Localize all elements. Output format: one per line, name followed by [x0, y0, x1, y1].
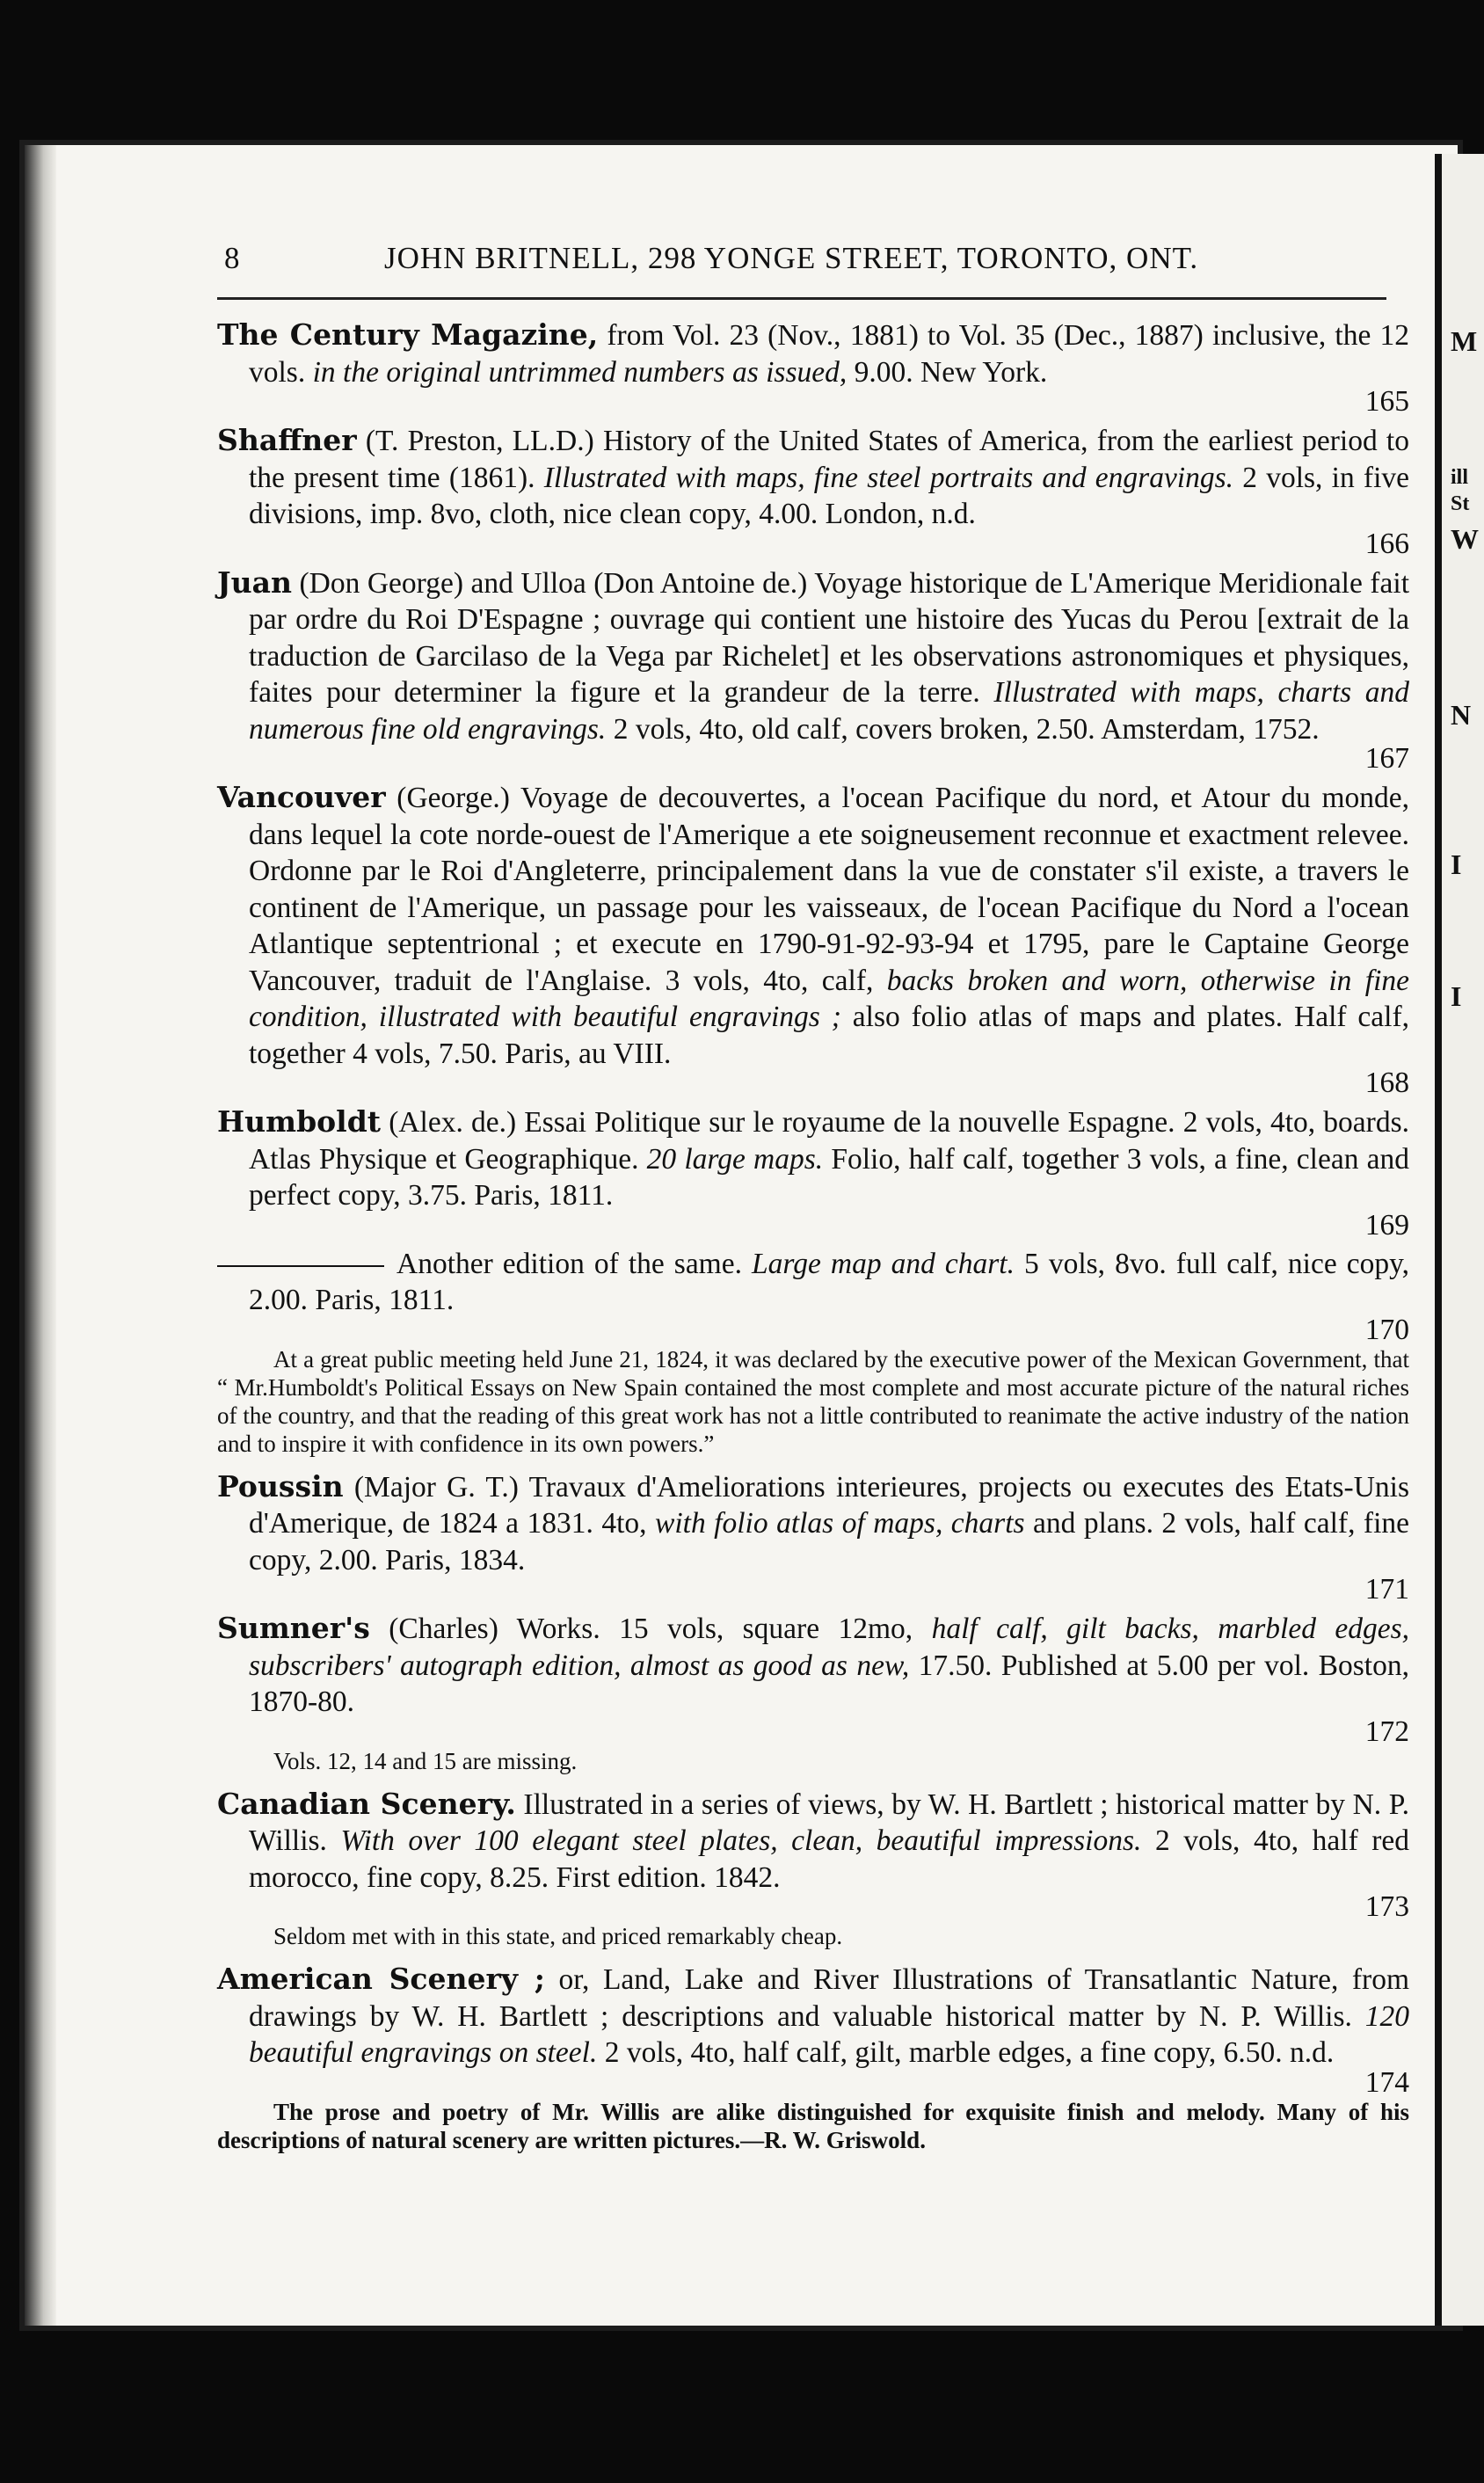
entry-price-imprint: 5 vols, 8vo. full calf, nice copy, 2.00. Paris, 1811. — [249, 1247, 1410, 1316]
entry-description: or, Land, Lake and River Illustrations of Transatlantic Nature, from drawings by W. H. Bartlett ; descriptions and valuable historical matter by N. P. Willis. — [249, 1963, 1410, 2033]
catalogue-entry — [217, 1961, 1409, 2154]
entry-price-imprint: 2 vols, in five divisions, imp. 8vo, cloth, nice clean copy, 4.00. London, n.d. — [249, 461, 1409, 530]
page-number: 8 — [224, 241, 241, 275]
entry-author: Vancouver — [217, 780, 386, 814]
entry-price-imprint: 17.50. Published at 5.00 per vol. Boston, 1870-80. — [249, 1649, 1409, 1718]
entry-text — [217, 1961, 1409, 2072]
entry-price-imprint: 2 vols, 4to, half red morocco, fine copy, 8.25. First edition. 1842. — [249, 1824, 1410, 1894]
entry-author: Sumner's — [217, 1611, 370, 1645]
facing-page-letter: I — [1451, 980, 1462, 1012]
entry-number: 166 — [1364, 527, 1409, 560]
entry-italic-note: 120 beautiful engravings on steel. — [249, 1999, 1410, 2069]
entry-italic-note: Illustrated with maps, charts and numerous fine old engravings. — [249, 676, 1410, 746]
entry-number: 174 — [1364, 2065, 1409, 2099]
entry-text — [217, 564, 1409, 748]
running-title: JOHN BRITNELL, 298 YONGE STREET, TORONTO, ONT. — [384, 241, 1199, 275]
entry-italic-note: backs broken and worn, otherwise in fine condition, illustrated with beautiful engravings ; — [249, 964, 1410, 1033]
page-binding-edge — [25, 145, 56, 2326]
entry-description: (Charles) Works. 15 vols, square 12mo, — [389, 1613, 913, 1645]
entry-italic-note: 20 large maps. — [646, 1142, 824, 1176]
entry-description: (T. Preston, LL.D.) History of the United States of America, from the earliest period to the present time (1861). — [249, 425, 1409, 494]
entry-number: 167 — [1364, 742, 1409, 775]
entry-text — [217, 1246, 1409, 1319]
entry-number: 173 — [1364, 1890, 1409, 1923]
entry-price-imprint: and plans. 2 vols, half calf, fine copy, 2.00. Paris, 1834. — [249, 1507, 1410, 1576]
entry-number: 168 — [1364, 1067, 1409, 1099]
entry-italic-note: With over 100 elegant steel plates, clean, beautiful impressions. — [340, 1824, 1142, 1857]
entry-description: (Don George) and Ulloa (Don Antoine de.) Voyage historique de L'Amerique Meridionale fait par ordre du Roi D'Espagne ; ouvrage qui contient une histoire des Yucas du Perou [extrait de la traduction de Garcilaso de la Vega par Richelet] et les observations astronomiques et physiques, faites pour determiner la figure et la grandeur de la terre. — [249, 566, 1409, 709]
entry-author: The Century Magazine, — [217, 317, 599, 352]
catalogue-entry — [217, 1103, 1409, 1241]
entry-text — [217, 1786, 1409, 1897]
entry-number: 169 — [1364, 1208, 1409, 1242]
catalogue-entry — [217, 422, 1409, 559]
entry-italic-note: Illustrated with maps, fine steel portraits and engravings. — [543, 461, 1234, 494]
entry-text — [217, 1468, 1409, 1579]
ditto-dash — [217, 1265, 384, 1267]
entry-text — [217, 317, 1409, 390]
entry-price-imprint: 2 vols, 4to, half calf, gilt, marble edges, a fine copy, 6.50. n.d. — [604, 2036, 1335, 2069]
entry-description: Illustrated in a series of views, by W. H. Bartlett ; historical matter by N. P. Willis. — [249, 1788, 1409, 1857]
entry-author: Shaffner — [217, 423, 357, 457]
entry-italic-note: Large map and chart. — [752, 1247, 1015, 1280]
entry-footnote: The prose and poetry of Mr. Willis are alike distinguished for exquisite finish and melody. Many of his descriptions of natural scenery are written pictures.—R. W. Griswold. — [217, 2098, 1409, 2153]
facing-page-letter: St — [1451, 492, 1470, 515]
entry-price-imprint: 2 vols, 4to, old calf, covers broken, 2.50. Amsterdam, 1752. — [613, 712, 1320, 746]
catalogue-entry — [217, 564, 1409, 775]
catalogue-entry — [217, 1786, 1409, 1951]
entry-author: Humboldt — [217, 1104, 382, 1139]
entry-description: (Major G. T.) Travaux d'Ameliorations interieures, projects ou executes des Etats-Unis d'Amerique, de 1824 a 1831. 4to, — [249, 1470, 1409, 1540]
header-rule — [217, 297, 1386, 300]
entry-description: (George.) Voyage de decouvertes, a l'ocean Pacifique du nord, et Atour du monde, dans lequel la cote norde-ouest de l'Amerique a ete soigneusement reconnue et exactment relevee. Ordonne par le Roi d'Angleterre, principalement dans la vue de constater s'il existe, a travers le continent de l'Amerique, un passage pour les vaisseaux, de l'ocean Pacifique du Nord a l'ocean Atlantique septentrional ; et execute en 1790-91-92-93-94 et 1795, pare le Captaine George Vancouver, traduit de l'Anglaise. 3 vols, 4to, calf, — [249, 782, 1409, 997]
catalogue-entry — [217, 1468, 1409, 1606]
facing-page-letter: I — [1451, 848, 1462, 880]
entry-author: Juan — [217, 564, 292, 600]
entry-number: 170 — [1364, 1313, 1409, 1346]
entry-italic-note: with folio atlas of maps, charts — [655, 1507, 1025, 1540]
entry-price-imprint: 9.00. New York. — [854, 355, 1048, 389]
entry-description: Another edition of the same. — [396, 1247, 742, 1280]
entry-text — [217, 1610, 1409, 1721]
catalogue-entry — [217, 1246, 1409, 1458]
catalogue-entries — [217, 317, 1409, 2165]
entry-footnote: At a great public meeting held June 21, 1824, it was declared by the executive power of the Mexican Government, that “ Mr.Humboldt's Political Essays on New Spain contained the most complete and most accurate picture of the natural riches of the country, and that the reading of this great work has not a little contributed to reanimate the active industry of the nation and to inspire it with confidence in its own powers.” — [217, 1345, 1409, 1457]
entry-number: 165 — [1364, 385, 1409, 418]
facing-page-letter: M — [1451, 325, 1478, 357]
entry-footnote: Vols. 12, 14 and 15 are missing. — [273, 1747, 578, 1774]
entry-italic-note: in the original untrimmed numbers as issued, — [312, 355, 847, 389]
entry-price-imprint: Folio, half calf, together 3 vols, a fine, clean and perfect copy, 3.75. Paris, 1811. — [249, 1142, 1410, 1212]
facing-page-letter: N — [1451, 699, 1472, 731]
entry-footnote: Seldom met with in this state, and priced remarkably cheap. — [273, 1923, 843, 1949]
catalogue-entry — [217, 317, 1409, 417]
entry-description: (Alex. de.) Essai Politique sur le royaume de la nouvelle Espagne. 2 vols, 4to, boards. Atlas Physique et Geographique. — [249, 1106, 1409, 1176]
entry-number: 172 — [1364, 1715, 1409, 1748]
entry-text — [217, 1103, 1409, 1214]
entry-author: Poussin — [217, 1468, 344, 1504]
entry-text — [217, 422, 1409, 533]
facing-page-letter: W — [1451, 523, 1479, 555]
facing-page-strip — [1435, 154, 1484, 2326]
entry-text — [217, 779, 1409, 1072]
catalogue-entry — [217, 779, 1409, 1098]
entry-description: from Vol. 23 (Nov., 1881) to Vol. 35 (Dec., 1887) inclusive, the 12 vols. — [249, 319, 1410, 389]
entry-author: American Scenery ; — [217, 1962, 545, 1996]
facing-page-letter: ill — [1451, 466, 1469, 489]
entry-author: Canadian Scenery. — [217, 1786, 516, 1821]
entry-price-imprint: also folio atlas of maps and plates. Half calf, together 4 vols, 7.50. Paris, au VIII. — [249, 1001, 1410, 1070]
entry-number: 171 — [1364, 1573, 1409, 1606]
catalogue-entry — [217, 1610, 1409, 1775]
entry-italic-note: half calf, gilt backs, marbled edges, subscribers' autograph edition, almost as good as new, — [249, 1613, 1410, 1682]
